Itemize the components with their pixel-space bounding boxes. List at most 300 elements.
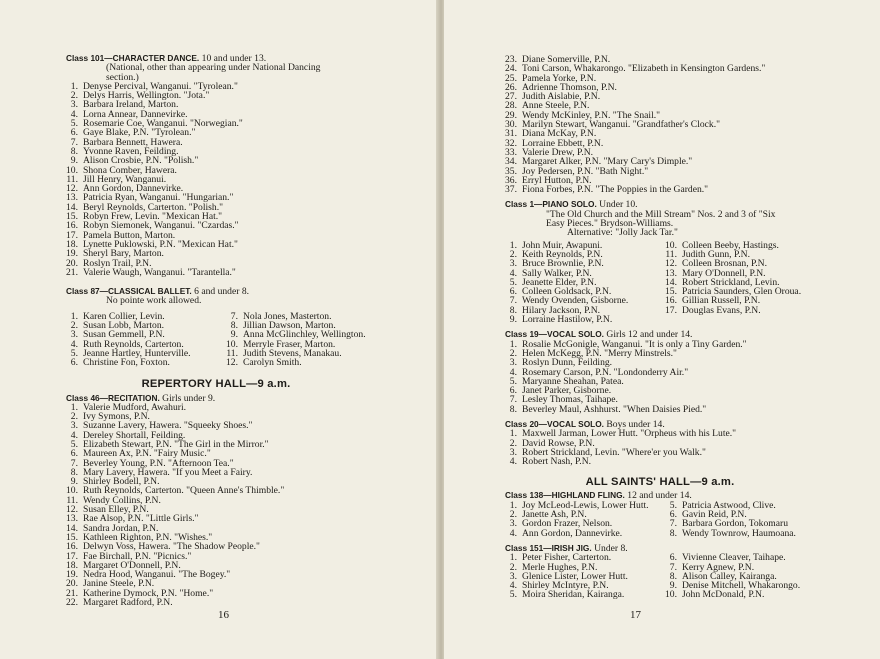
entry-number: 2. bbox=[509, 437, 517, 449]
entry-number: 29. bbox=[505, 109, 517, 121]
entry-number: 4. bbox=[70, 429, 78, 441]
entry-number: 18. bbox=[66, 238, 78, 250]
entry-text: Margaret O'Donnell, P.N. bbox=[83, 559, 181, 571]
entry-number: 10. bbox=[665, 239, 677, 251]
entry-text: Merle Hughes, P.N. bbox=[522, 561, 598, 573]
entry-number: 6. bbox=[70, 127, 78, 139]
entry-number: 8. bbox=[509, 403, 517, 415]
entry-number: 3. bbox=[70, 420, 78, 432]
entry-number: 2. bbox=[509, 509, 517, 521]
entry-text: Patricia Saunders, Glen Oroua. bbox=[682, 286, 802, 298]
entry-text: Beverley Maul, Ashhurst. "When Daisies Pied." bbox=[522, 403, 707, 415]
entry-text: Jeanette Elder, P.N. bbox=[522, 276, 597, 288]
entry-text: Merryle Fraser, Marton. bbox=[243, 338, 336, 350]
entry-number: 16. bbox=[66, 541, 78, 553]
entry-number: 1. bbox=[70, 401, 78, 413]
entry-text: Judith Aislabie, P.N. bbox=[522, 91, 601, 103]
entry-text: Gaye Blake, P.N. "Tyrolean." bbox=[83, 127, 196, 139]
entry-number: 12. bbox=[665, 258, 677, 270]
entry-number: 11. bbox=[665, 248, 677, 260]
entry-text: Anna McGlinchley, Wellington. bbox=[243, 329, 366, 341]
entry-number: 1. bbox=[509, 428, 517, 440]
class-description: Under 8. bbox=[594, 542, 628, 554]
entry-number: 3. bbox=[509, 446, 517, 458]
two-column-entries bbox=[505, 553, 880, 599]
two-column-entries bbox=[505, 501, 880, 538]
entry-number: 2. bbox=[509, 347, 517, 359]
entry-number: 3. bbox=[509, 570, 517, 582]
entry-text: Diana McKay, P.N. bbox=[522, 128, 597, 140]
class-code: Class 20—VOCAL SOLO. bbox=[505, 418, 604, 429]
entry-number: 19. bbox=[66, 248, 78, 260]
class-code: Class 138—HIGHLAND FLING. bbox=[505, 490, 625, 501]
entry-number: 7. bbox=[70, 457, 78, 469]
entry-text: Janine Steele, P.N. bbox=[83, 578, 155, 590]
entry-text: Wendy Ovenden, Gisborne. bbox=[522, 295, 629, 307]
entry-list bbox=[66, 82, 438, 277]
entry-text: Helen McKegg, P.N. "Merry Minstrels." bbox=[522, 347, 677, 359]
list-item bbox=[66, 268, 438, 277]
class-46-section bbox=[66, 394, 438, 608]
entry-text: Mary Lavery, Hawera. "If you Meet a Fairy. bbox=[83, 466, 253, 478]
entry-number: 13. bbox=[66, 513, 78, 525]
entry-text: Ann Gordon, Dannevirke. bbox=[522, 527, 623, 539]
entry-number: 19. bbox=[66, 569, 78, 581]
list-item bbox=[505, 315, 665, 324]
entry-text: Denise Mitchell, Whakarongo. bbox=[682, 580, 801, 592]
set-piece: Easy Pieces." Brydson-Williams. bbox=[546, 218, 674, 230]
entry-number: 18. bbox=[66, 559, 78, 571]
entry-text: Jeanne Hartley, Hunterville. bbox=[83, 347, 191, 359]
entry-number: 15. bbox=[665, 286, 677, 298]
entry-number: 10. bbox=[66, 485, 78, 497]
right-page bbox=[444, 0, 880, 659]
entry-text: Elizabeth Stewart, P.N. "The Girl in the Mirror." bbox=[83, 438, 269, 450]
entry-text: Janette Ash, P.N. bbox=[522, 509, 587, 521]
page-number: 16 bbox=[218, 609, 229, 621]
entry-list-right bbox=[226, 312, 396, 368]
entry-number: 26. bbox=[505, 81, 517, 93]
class-46-continued bbox=[505, 55, 880, 194]
entry-number: 33. bbox=[505, 146, 517, 158]
entry-text: Margaret Alker, P.N. "Mary Cary's Dimple." bbox=[522, 156, 693, 168]
entry-list-right bbox=[665, 241, 835, 325]
entry-text: Lorraine Hastilow, P.N. bbox=[522, 314, 613, 326]
entry-list bbox=[505, 340, 880, 414]
entry-number: 14. bbox=[665, 276, 677, 288]
entry-text: Lorna Annear, Dannevirke. bbox=[83, 108, 188, 120]
entry-number: 22. bbox=[66, 597, 78, 609]
entry-number: 2. bbox=[509, 561, 517, 573]
entry-number: 9. bbox=[509, 314, 517, 326]
entry-number: 3. bbox=[509, 258, 517, 270]
entry-text: Karen Collier, Levin. bbox=[83, 310, 165, 322]
entry-number: 5. bbox=[70, 347, 78, 359]
list-item bbox=[66, 598, 438, 607]
entry-text: Shirley McIntyre, P.N. bbox=[522, 580, 609, 592]
entry-text: Beverley Young, P.N. "Afternoon Tea." bbox=[83, 457, 234, 469]
entry-text: Robert Strickland, Levin. bbox=[682, 276, 780, 288]
entry-text: Ruth Reynolds, Carterton. bbox=[83, 338, 184, 350]
entry-list-left bbox=[505, 241, 665, 325]
entry-number: 1. bbox=[70, 80, 78, 92]
entry-number: 21. bbox=[66, 266, 78, 278]
entry-text: Moira Sheridan, Kairanga. bbox=[522, 589, 625, 601]
entry-text: Shirley Bodell, P.N. bbox=[83, 476, 160, 488]
entry-number: 5. bbox=[509, 375, 517, 387]
entry-text: Barbara Ireland, Marton. bbox=[83, 99, 179, 111]
entry-text: Roslyn Dunn, Feilding. bbox=[522, 357, 613, 369]
entry-number: 1. bbox=[509, 239, 517, 251]
entry-number: 17. bbox=[66, 229, 78, 241]
class-19-section bbox=[505, 330, 880, 414]
entry-text: Robert Nash, P.N. bbox=[522, 456, 592, 468]
entry-number: 17. bbox=[665, 304, 677, 316]
class-151-section bbox=[505, 544, 880, 600]
entry-text: Patricia Astwood, Clive. bbox=[682, 499, 776, 511]
entry-number: 4. bbox=[509, 527, 517, 539]
entry-text: Wendy Collins, P.N. bbox=[83, 494, 161, 506]
class-20-section bbox=[505, 420, 880, 466]
entry-list bbox=[66, 403, 438, 608]
list-item bbox=[665, 529, 835, 538]
entry-number: 9. bbox=[669, 580, 677, 592]
entry-text: Colleen Brosnan, P.N. bbox=[682, 258, 768, 270]
entry-text: Sheryl Bary, Marton. bbox=[83, 248, 164, 260]
entry-number: 8. bbox=[230, 320, 238, 332]
entry-number: 10. bbox=[665, 589, 677, 601]
class-description: 10 and under 13. bbox=[201, 53, 267, 64]
entry-text: Katherine Dymock, P.N. "Home." bbox=[83, 587, 214, 599]
entry-number: 6. bbox=[509, 385, 517, 397]
entry-number: 13. bbox=[66, 192, 78, 204]
entry-number: 36. bbox=[505, 174, 517, 186]
entry-text: Sandra Jordan, P.N. bbox=[83, 522, 159, 534]
class-description: Under 10. bbox=[599, 199, 638, 211]
entry-number: 15. bbox=[66, 531, 78, 543]
entry-number: 14. bbox=[66, 201, 78, 213]
entry-text: Dereley Shortall, Feilding. bbox=[83, 429, 186, 441]
entry-number: 34. bbox=[505, 156, 517, 168]
entry-text: Barbara Gordon, Tokomaru bbox=[682, 518, 788, 530]
entry-number: 4. bbox=[70, 108, 78, 120]
entry-number: 6. bbox=[70, 448, 78, 460]
two-column-entries bbox=[66, 312, 438, 368]
entry-number: 20. bbox=[66, 578, 78, 590]
list-item bbox=[505, 405, 880, 414]
entry-text: Rae Alsop, P.N. "Little Girls." bbox=[83, 513, 199, 525]
entry-number: 5. bbox=[70, 438, 78, 450]
entry-number: 6. bbox=[509, 286, 517, 298]
entry-number: 28. bbox=[505, 100, 517, 112]
entry-text: Lorraine Ebbett, P.N. bbox=[522, 137, 604, 149]
entry-number: 3. bbox=[509, 518, 517, 530]
entry-number: 1. bbox=[509, 499, 517, 511]
entry-number: 12. bbox=[66, 183, 78, 195]
entry-text: Bruce Brownlie, P.N. bbox=[522, 258, 604, 270]
entry-text: Nola Jones, Masterton. bbox=[243, 310, 332, 322]
class-138-section bbox=[505, 491, 880, 537]
entry-number: 15. bbox=[66, 211, 78, 223]
entry-number: 10. bbox=[66, 164, 78, 176]
entry-text: Peter Fisher, Carterton. bbox=[522, 552, 612, 564]
class-description: 6 and under 8. bbox=[194, 286, 250, 298]
entry-number: 4. bbox=[509, 267, 517, 279]
entry-text: Joy McLeod-Lewis, Lower Hutt. bbox=[522, 499, 649, 511]
entry-text: Kerry Agnew, P.N. bbox=[682, 561, 755, 573]
entry-number: 4. bbox=[509, 580, 517, 592]
entry-text: Valerie Waugh, Wanganui. "Tarantella." bbox=[83, 266, 236, 278]
entry-number: 9. bbox=[70, 476, 78, 488]
entry-text: Nedra Hood, Wanganui. "The Bogey." bbox=[83, 569, 231, 581]
entry-text: Douglas Evans, P.N. bbox=[682, 304, 761, 316]
class-note: section.) bbox=[106, 71, 139, 83]
entry-number: 5. bbox=[509, 276, 517, 288]
entry-text: Suzanne Lavery, Hawera. "Squeeky Shoes." bbox=[83, 420, 253, 432]
entry-text: Rosemarie Coe, Wanganui. "Norwegian." bbox=[83, 118, 243, 130]
entry-number: 10. bbox=[226, 338, 238, 350]
two-column-entries bbox=[505, 241, 880, 325]
entry-text: Beryl Reynolds, Carterton. "Polish." bbox=[83, 201, 224, 213]
entry-text: Valerie Drew, P.N. bbox=[522, 146, 594, 158]
entry-number: 7. bbox=[230, 310, 238, 322]
entry-number: 32. bbox=[505, 137, 517, 149]
entry-text: Rosalie McGonigle, Wanganui. "It is only a Tiny Garden." bbox=[522, 338, 747, 350]
entry-number: 13. bbox=[665, 267, 677, 279]
list-item bbox=[665, 590, 835, 599]
entry-text: David Rowse, P.N. bbox=[522, 437, 595, 449]
entry-number: 2. bbox=[509, 248, 517, 260]
entry-text: Fiona Forbes, P.N. "The Poppies in the Garden." bbox=[522, 184, 709, 196]
entry-text: Kathleen Righton, P.N. "Wishes." bbox=[83, 531, 213, 543]
entry-text: Toni Carson, Whakarongo. "Elizabeth in Kensington Gardens." bbox=[522, 63, 766, 75]
venue-heading: REPERTORY HALL—9 a.m. bbox=[141, 377, 291, 390]
entry-text: Marilyn Stewart, Wanganui. "Grandfather's Clock." bbox=[522, 119, 721, 131]
entry-text: Colleen Goldsack, P.N. bbox=[522, 286, 612, 298]
entry-text: Diane Somerville, P.N. bbox=[522, 54, 611, 65]
entry-text: Judith Gunn, P.N. bbox=[682, 248, 750, 260]
entry-number: 6. bbox=[669, 552, 677, 564]
entry-number: 3. bbox=[70, 329, 78, 341]
entry-list bbox=[505, 429, 880, 466]
list-item bbox=[505, 185, 880, 194]
entry-text: Adrienne Thomson, P.N. bbox=[522, 81, 617, 93]
entry-number: 7. bbox=[509, 295, 517, 307]
left-page bbox=[0, 0, 438, 659]
entry-text: Maxwell Jarman, Lower Hutt. "Orpheus with his Lute." bbox=[522, 428, 737, 440]
class-87-section bbox=[66, 287, 438, 367]
entry-text: Susan Elley, P.N. bbox=[83, 504, 149, 516]
entry-number: 4. bbox=[70, 338, 78, 350]
class-code: Class 19—VOCAL SOLO. bbox=[505, 329, 604, 340]
entry-number: 30. bbox=[505, 119, 517, 131]
entry-text: Delys Harris, Wellington. "Jota." bbox=[83, 90, 210, 102]
entry-number: 37. bbox=[505, 184, 517, 196]
entry-number: 12. bbox=[226, 357, 238, 369]
entry-number: 21. bbox=[66, 587, 78, 599]
class-description: Girls 12 and under 14. bbox=[606, 329, 693, 341]
entry-text: Jill Henry, Wanganui. bbox=[83, 173, 167, 185]
entry-number: 5. bbox=[509, 589, 517, 601]
entry-list bbox=[505, 55, 880, 194]
entry-text: Wendy Townrow, Haumoana. bbox=[682, 527, 796, 539]
entry-number: 14. bbox=[66, 522, 78, 534]
entry-text: Maryanne Sheahan, Patea. bbox=[522, 375, 624, 387]
entry-number: 1. bbox=[509, 552, 517, 564]
entry-number: 17. bbox=[66, 550, 78, 562]
class-code: Class 87—CLASSICAL BALLET. bbox=[66, 286, 192, 297]
list-item bbox=[505, 590, 665, 599]
entry-text: Gavin Reid, P.N. bbox=[682, 509, 747, 521]
entry-text: Gordon Frazer, Nelson. bbox=[522, 518, 613, 530]
entry-text: Janet Parker, Gisborne. bbox=[522, 385, 612, 397]
entry-text: Fae Birchall, P.N. "Picnics." bbox=[83, 550, 192, 562]
entry-text: Shona Comber, Hawera. bbox=[83, 164, 177, 176]
entry-text: Keith Reynolds, P.N. bbox=[522, 248, 603, 260]
entry-text: Denyse Percival, Wanganui. "Tyrolean." bbox=[83, 80, 238, 92]
list-item bbox=[505, 457, 880, 466]
entry-text: Yvonne Raven, Feilding. bbox=[83, 145, 179, 157]
entry-list-left bbox=[505, 553, 665, 599]
entry-text: Vivienne Cleaver, Taihape. bbox=[682, 552, 786, 564]
entry-number: 24. bbox=[505, 63, 517, 75]
entry-number: 2. bbox=[70, 90, 78, 102]
entry-text: Alison Crosbie, P.N. "Polish." bbox=[83, 155, 199, 167]
entry-number: 8. bbox=[509, 304, 517, 316]
entry-text: Anne Steele, P.N. bbox=[522, 100, 590, 112]
entry-number: 6. bbox=[70, 357, 78, 369]
entry-number: 7. bbox=[509, 394, 517, 406]
class-description: Boys under 14. bbox=[606, 418, 665, 430]
class-code: Class 46—RECITATION. bbox=[66, 392, 160, 403]
entry-number: 12. bbox=[66, 504, 78, 516]
entry-text: Joy Pedersen, P.N. "Bath Night." bbox=[522, 165, 649, 177]
entry-text: Robyn Siemonek, Wanganui. "Czardas." bbox=[83, 220, 239, 232]
entry-text: Colleen Beeby, Hastings. bbox=[682, 239, 779, 251]
entry-list-left bbox=[505, 501, 665, 538]
entry-list-right bbox=[665, 501, 835, 538]
class-code: Class 101—CHARACTER DANCE. bbox=[66, 53, 200, 63]
entry-text: Hilary Jackson, P.N. bbox=[522, 304, 601, 316]
entry-number: 20. bbox=[66, 257, 78, 269]
entry-text: Patricia Ryan, Wanganui. "Hungarian." bbox=[83, 192, 234, 204]
class-note: (National, other than appearing under National Dancing bbox=[106, 62, 321, 74]
list-item bbox=[66, 358, 226, 367]
entry-text: Carolyn Smith. bbox=[243, 357, 302, 369]
entry-number: 9. bbox=[230, 329, 238, 341]
entry-number: 8. bbox=[70, 466, 78, 478]
entry-number: 5. bbox=[669, 499, 677, 511]
entry-number: 31. bbox=[505, 128, 517, 140]
entry-number: 35. bbox=[505, 165, 517, 177]
entry-number: 3. bbox=[509, 357, 517, 369]
entry-text: Roslyn Trail, P.N. bbox=[83, 257, 152, 269]
entry-text: Delwyn Voss, Hawera. "The Shadow People." bbox=[83, 541, 260, 553]
set-piece-alternative: Alternative: "Jolly Jack Tar." bbox=[567, 227, 678, 239]
entry-number: 11. bbox=[66, 173, 78, 185]
class-code: Class 1—PIANO SOLO. bbox=[505, 199, 597, 210]
entry-number: 7. bbox=[70, 136, 78, 148]
entry-list-left bbox=[66, 312, 226, 368]
entry-text: Robyn Frew, Levin. "Mexican Hat." bbox=[83, 211, 223, 223]
entry-text: Sally Walker, P.N. bbox=[522, 267, 592, 279]
class-description: 12 and under 14. bbox=[627, 490, 692, 502]
entry-number: 4. bbox=[509, 456, 517, 468]
entry-number: 25. bbox=[505, 72, 517, 84]
entry-number: 3. bbox=[70, 99, 78, 111]
entry-number: 7. bbox=[669, 561, 677, 573]
class-1-section bbox=[505, 200, 880, 324]
entry-text: Judith Stevens, Manakau. bbox=[243, 347, 342, 359]
entry-list-right bbox=[665, 553, 835, 599]
entry-text: Lesley Thomas, Taihape. bbox=[522, 394, 618, 406]
class-code: Class 151—IRISH JIG. bbox=[505, 542, 592, 553]
entry-number: 11. bbox=[66, 494, 78, 506]
entry-text: Pamela Yorke, P.N. bbox=[522, 72, 597, 84]
entry-text: Ivy Symons, P.N. bbox=[83, 411, 150, 423]
class-note: No pointe work allowed. bbox=[106, 295, 202, 307]
class-101-section bbox=[66, 54, 438, 277]
entry-text: John Muir, Awapuni. bbox=[522, 239, 603, 251]
entry-text: Rosemary Carson, P.N. "Londonderry Air." bbox=[522, 366, 689, 378]
entry-number: 2. bbox=[70, 411, 78, 423]
entry-number: 16. bbox=[665, 295, 677, 307]
entry-text: Christine Fon, Foxton. bbox=[83, 357, 170, 369]
entry-text: Susan Lobb, Marton. bbox=[83, 320, 165, 332]
entry-text: Susan Gemmell, P.N. bbox=[83, 329, 165, 341]
entry-text: Robert Strickland, Levin. "Where'er you Walk." bbox=[522, 446, 706, 458]
entry-number: 8. bbox=[669, 527, 677, 539]
entry-number: 4. bbox=[509, 366, 517, 378]
entry-number: 1. bbox=[509, 338, 517, 350]
entry-number: 5. bbox=[70, 118, 78, 130]
entry-text: John McDonald, P.N. bbox=[682, 589, 765, 601]
entry-text: Barbara Bennett, Hawera. bbox=[83, 136, 183, 148]
entry-text: Glenice Lister, Lower Hutt. bbox=[522, 570, 628, 582]
list-item bbox=[505, 529, 665, 538]
entry-text: Maureen Ax, P.N. "Fairy Music." bbox=[83, 448, 211, 460]
entry-number: 23. bbox=[505, 54, 517, 65]
venue-heading: ALL SAINTS' HALL—9 a.m. bbox=[585, 476, 735, 489]
entry-text: Mary O'Donnell, P.N. bbox=[682, 267, 766, 279]
entry-text: Pamela Button, Marton. bbox=[83, 229, 176, 241]
entry-text: Erryl Hutton, P.N. bbox=[522, 174, 592, 186]
entry-number: 9. bbox=[70, 155, 78, 167]
entry-text: Alison Calley, Kairanga. bbox=[682, 570, 777, 582]
entry-text: Ruth Reynolds, Carterton. "Queen Anne's Thimble." bbox=[83, 485, 285, 497]
entry-text: Gillian Russell, P.N. bbox=[682, 295, 761, 307]
entry-number: 16. bbox=[66, 220, 78, 232]
entry-text: Wendy McKinley, P.N. "The Snail." bbox=[522, 109, 661, 121]
entry-text: Ann Gordon, Dannevirke. bbox=[83, 183, 184, 195]
list-item bbox=[226, 358, 396, 367]
set-piece: "The Old Church and the Mill Stream" Nos. 2 and 3 of "Six bbox=[546, 208, 776, 220]
entry-number: 8. bbox=[669, 570, 677, 582]
entry-number: 27. bbox=[505, 91, 517, 103]
entry-number: 8. bbox=[70, 145, 78, 157]
class-description: Girls under 9. bbox=[162, 392, 216, 404]
entry-number: 7. bbox=[669, 518, 677, 530]
entry-number: 11. bbox=[226, 347, 238, 359]
entry-text: Lynette Puklowski, P.N. "Mexican Hat." bbox=[83, 238, 238, 250]
entry-text: Valerie Mudford, Awahuri. bbox=[83, 401, 187, 413]
entry-text: Margaret Radford, P.N. bbox=[83, 597, 173, 609]
entry-number: 6. bbox=[669, 509, 677, 521]
entry-number: 1. bbox=[70, 310, 78, 322]
entry-text: Jillian Dawson, Marton. bbox=[243, 320, 336, 332]
page-number: 17 bbox=[630, 609, 641, 621]
entry-number: 2. bbox=[70, 320, 78, 332]
